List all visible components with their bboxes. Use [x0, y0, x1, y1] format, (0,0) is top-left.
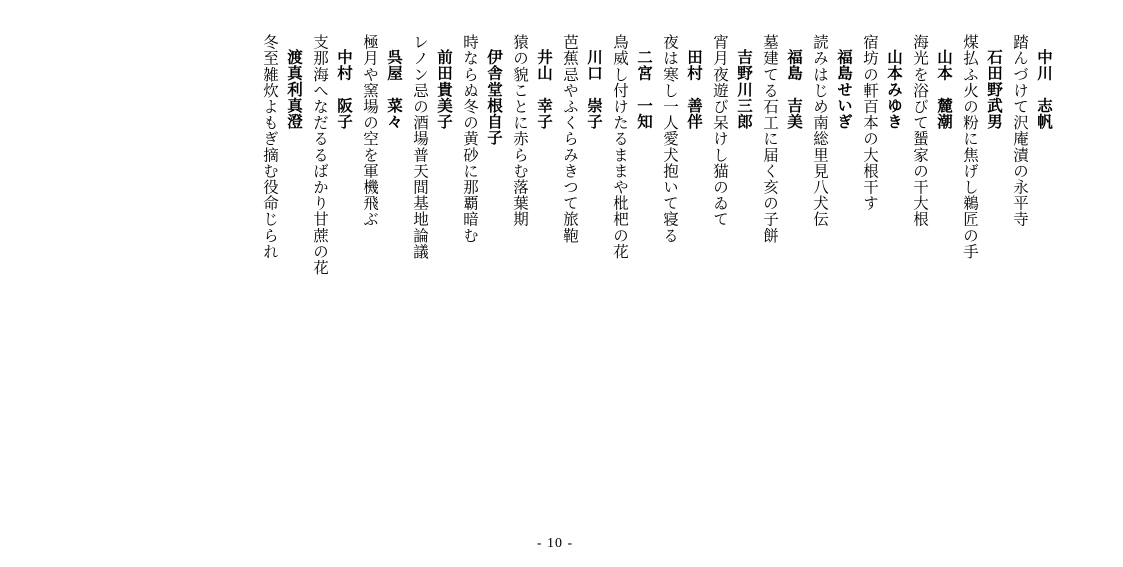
haiku-text: 煤払ふ火の粉に焦げし鵜匠の手 — [961, 34, 979, 260]
haiku-entry — [559, 34, 605, 243]
haiku-entry — [909, 34, 955, 227]
haiku-entry — [259, 34, 305, 259]
author-name: 井山 幸子 — [535, 49, 554, 130]
haiku-text: レノン忌の酒場普天間基地論議 — [411, 34, 429, 260]
haiku-text: 鳥威し付けたるままや枇杷の花 — [611, 34, 629, 260]
author-name: 福島せいぎ — [835, 49, 854, 130]
author-name: 中村 阪子 — [335, 49, 354, 130]
haiku-text: 踏んづけて沢庵漬の永平寺 — [1011, 34, 1029, 228]
author-name: 渡真利真澄 — [285, 49, 304, 130]
haiku-text: 読みはじめ南総里見八犬伝 — [811, 34, 829, 228]
author-name: 川口 崇子 — [585, 49, 604, 130]
author-name: 田村 善伴 — [685, 49, 704, 130]
haiku-entry — [459, 34, 505, 243]
author-name: 石田野武男 — [985, 49, 1004, 130]
haiku-entry — [609, 34, 655, 259]
haiku-text: 墓建てる石工に届く亥の子餅 — [761, 34, 779, 244]
haiku-text: 冬至雑炊よもぎ摘む役命じられ — [261, 34, 279, 260]
author-name: 中川 志帆 — [1035, 49, 1054, 130]
haiku-entry — [409, 34, 455, 259]
author-name: 福島 吉美 — [785, 49, 804, 130]
author-name: 吉野川三郎 — [735, 49, 754, 130]
haiku-columns — [255, 34, 1055, 514]
author-name: 前田貴美子 — [435, 49, 454, 130]
haiku-text: 極月や窯場の空を軍機飛ぶ — [361, 34, 379, 228]
haiku-entry — [959, 34, 1005, 259]
haiku-entry — [1009, 34, 1055, 227]
author-name: 山本 麓潮 — [935, 49, 954, 130]
haiku-entry — [759, 34, 805, 243]
haiku-entry — [509, 34, 555, 227]
haiku-entry — [309, 34, 355, 276]
haiku-entry — [859, 34, 905, 211]
haiku-text: 時ならぬ冬の黄砂に那覇暗む — [461, 34, 479, 244]
haiku-text: 宵月夜遊び呆けし猫のゐて — [711, 34, 729, 228]
haiku-text: 海光を浴びて蜑家の干大根 — [911, 34, 929, 228]
page-number: - 10 - — [536, 536, 574, 551]
haiku-text: 支那海へなだるるばかり甘蔗の花 — [311, 34, 329, 276]
haiku-text: 芭蕉忌やふくらみきつて旅鞄 — [561, 34, 579, 244]
author-name: 呉屋 菜々 — [385, 49, 404, 130]
haiku-entry — [359, 34, 405, 227]
haiku-entry — [709, 34, 755, 227]
haiku-text: 夜は寒し一人愛犬抱いて寝る — [661, 34, 679, 244]
haiku-entry — [659, 34, 705, 243]
author-name: 伊舎堂根自子 — [485, 49, 504, 146]
author-name: 二宮 一知 — [635, 49, 654, 130]
haiku-text: 猿の貌ことに赤らむ落葉期 — [511, 34, 529, 228]
haiku-entry — [809, 34, 855, 227]
haiku-text: 宿坊の軒百本の大根干す — [861, 34, 879, 212]
author-name: 山本みゆき — [885, 49, 904, 130]
